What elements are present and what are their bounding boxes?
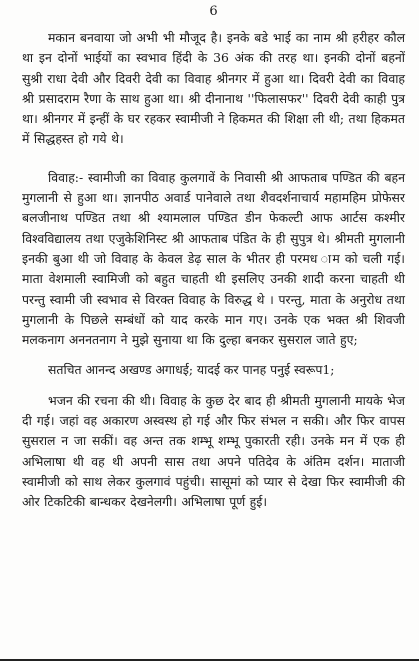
paragraph-marriage: विवाह:- स्वामीजी का विवाह कुलगावें के निवासी श्री आफताब पण्डित की बहन मुगलानी से हुआ था। ज्ञानपीठ अवार्ड पानेवाले तथा शैवदर्शनाचार्य महामहिम प्रोफेसर बलजीनाथ पण्डित तथा श्री श्यामलाल पण्डित डीन फेकल्टी आफ आर्टस कश्मीर विश्वविद्यालय तथा एजुकेशिनिस्ट श्री आफताब पंडित के ही सुपुत्र थे। श्रीमती मुगलानी इनकी बुआ थी जो विवाह के केवल डेढ़ साल के भीतर ही परमध ाम को चली गई। माता वेशमाली स्वामिजी को बहुत चाहती थी इसलिए उनकी शादी करना चाहती थी परन्तु स्वामी जी स्वभाव से विरक्त विवाह के विरुद्ध थे । परन्तु, माता के अनुरोध तथा मुगलानी के पिछले सम्बंधों को याद करके मान गए। उनके एक भक्त श्री शिवजी मलकनाग अननतनाग ने मुझे सुनाया था कि दुल्हा बनकर सुसराल जाते हुए; — [22, 169, 405, 348]
paragraph-gap — [22, 350, 405, 360]
page-number: 6 — [209, 4, 218, 19]
bhajan-verse: सतचित आनन्द अखण्ड अगाधई; यादई कर पानह पनुई स्वरूप1; — [48, 362, 335, 378]
paragraph-gap — [22, 381, 405, 391]
paragraph-bhajan: भजन की रचना की थी। विवाह के कुछ देर बाद ही श्रीमती मुगलानी मायके भेज दी गई। जहां वह अकारण अस्वस्थ हो गई और फिर संभल न सकी। और फिर वापस सुसराल न जा सकीं। वह अन्त तक शम्भू शम्भू पुकारती रही। उनके मन में एक ही अभिलाषा थी वह थी अपनी सास तथा अपने पतिदेव के अंतिम दर्शन। माताजी स्वामीजी को साथ लेकर कुलगावं पहुंची। सासूमां को प्यार से देखा फिर स्वामीजी की ओर टिकटिकी बान्धकर देखनेलगी। अभिलाषा पूर्ण हुई। — [22, 392, 405, 510]
paragraph-family: मकान बनवाया जो अभी भी मौजूद है। इनके बडे भाई का नाम श्री हरीहर कौल था इन दोनों भाईयों का स्वभाव हिंदी के 36 अंक की तरह था। इनकी दोनों बहनों सुश्री राधा देवी और दिवरी देवी का विवाह श्रीनगर में हुआ था। दिवरी देवी का विवाह श्री प्रसादराम रैणा के साथ हुआ था। श्री दीनानाथ ''फिलासफर'' दिवरी देवी काही पुत्र था। श्रीनगर में इन्हीं के घर रहकर स्वामीजी ने हिकमत की शिक्षा ली थी; तथा हिकमत में सिद्धहस्त हो गये थे। — [22, 30, 405, 147]
paragraph-gap — [22, 150, 405, 168]
